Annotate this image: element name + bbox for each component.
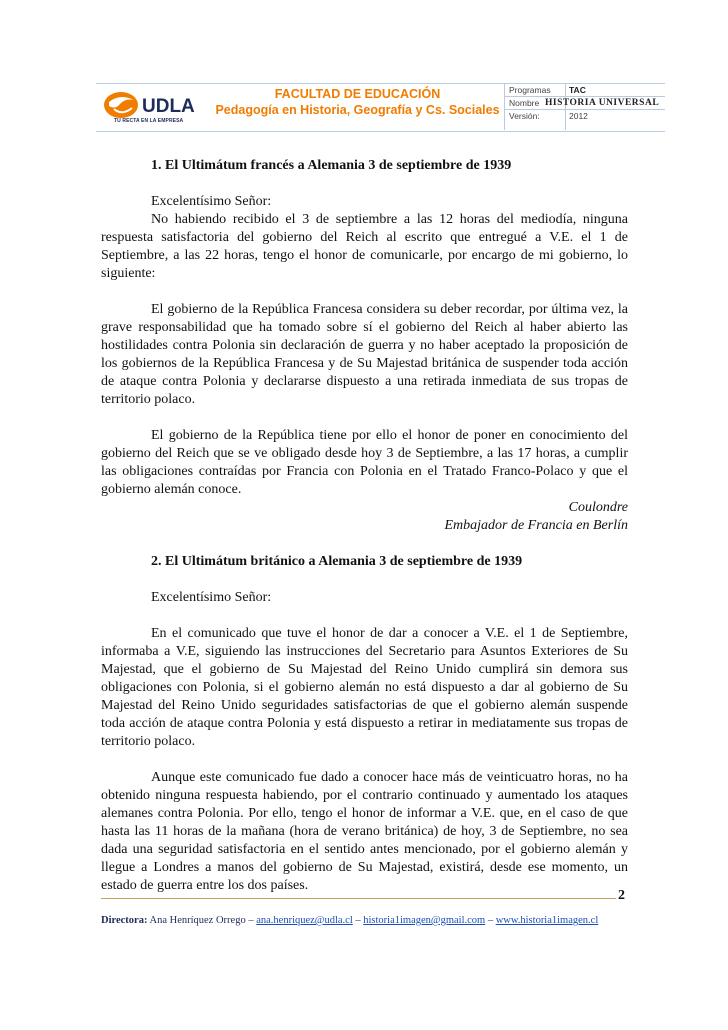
info-row-program bbox=[505, 84, 665, 97]
footer-separator: – bbox=[355, 915, 361, 926]
info-key: Versión: bbox=[509, 111, 540, 121]
section1-paragraph: El gobierno de la República tiene por ello el honor de poner en conocimiento del gobierno del Reich que se ve obligado desde hoy 3 de Septiembre, a las 17 horas, a cumplir las obligaciones contraídas por Francia con Polonia en el Tratado Franco-Polaco y que el gobierno alemán conoce. bbox=[101, 428, 628, 497]
logo-text: UDLA bbox=[142, 96, 195, 117]
info-key: Nombre bbox=[509, 98, 540, 108]
signature-name: Coulondre bbox=[568, 500, 628, 515]
signature-title: Embajador de Francia en Berlín bbox=[444, 518, 628, 533]
section2-paragraph: Aunque este comunicado fue dado a conocer hace más de veinticuatro horas, no ha obtenido ninguna respuesta habiendo, por el contrario continuado y aumentado los ataques alemanes contra Polonia. Por ello, tengo el honor de informar a V.E. que, en el caso de que hasta las 11 horas de la mañana (hora de verano británica) de hoy, 3 de Septiembre, no sea dada una seguridad satisfactoria en el sentido antes mencionado, por el gobierno alemán y llegue a Londres a manos del gobierno de Su Majestad, existirá, desde ese momento, un estado de guerra entre los dos países. bbox=[101, 770, 628, 893]
info-row-name bbox=[505, 97, 665, 110]
footer bbox=[101, 915, 598, 926]
footer-rule bbox=[101, 898, 616, 899]
faculty-block bbox=[215, 86, 500, 118]
page-number: 2 bbox=[618, 888, 625, 903]
section1-heading: 1. El Ultimátum francés a Alemania 3 de septiembre de 1939 bbox=[151, 158, 512, 173]
info-value: HISTORIA UNIVERSAL bbox=[545, 98, 660, 108]
footer-separator: – bbox=[248, 915, 254, 926]
footer-separator: – bbox=[487, 915, 494, 926]
program-name: Pedagogía en Historia, Geografía y Cs. Sociales bbox=[215, 103, 500, 117]
section2-salutation: Excelentísimo Señor: bbox=[151, 590, 272, 605]
section1-paragraph: El gobierno de la República Francesa considera su deber recordar, por última vez, la grave responsabilidad que ha tomado sobre sí el gobierno del Reich al haber abierto las hostilidades contra Polonia sin declaración de guerra y no haber aceptado la proposición de los gobiernos de la República Francesa y de Su Majestad británica de suspender toda acción de ataque contra Polonia y declararse dispuesto a una retirada inmediata de sus tropas de territorio polaco. bbox=[101, 302, 628, 407]
logo-tagline: TU RECTA EN LA EMPRESA bbox=[114, 118, 184, 124]
info-value: TAC bbox=[569, 85, 586, 95]
info-value: 2012 bbox=[569, 111, 588, 121]
section1-salutation: Excelentísimo Señor: bbox=[151, 194, 272, 209]
section2-paragraph: En el comunicado que tuve el honor de dar a conocer a V.E. el 1 de Septiembre, informaba a V.E, siguiendo las instrucciones del Secretario para Asuntos Exteriores de Su Majestad, que el gobierno de Su Majestad del Reino Unido cumplirá sin demora sus obligaciones con Polonia, si el gobierno alemán no está dispuesto a dar al gobierno de Su Majestad del Reino Unido seguridades satisfactorias de que el gobierno alemán suspende toda acción de ataque contra Polonia y está dispuesto a retirar in mediatamente sus tropas de territorio polaco. bbox=[101, 626, 628, 749]
footer-email-link[interactable]: historia1imagen@gmail.com bbox=[363, 915, 486, 926]
footer-director-name: Ana Henríquez Orrego bbox=[149, 915, 246, 926]
document-body bbox=[101, 157, 628, 895]
footer-website-link[interactable]: www.historia1imagen.cl bbox=[495, 915, 599, 926]
footer-email-link[interactable]: ana.henriquez@udla.cl bbox=[256, 915, 353, 926]
section2-heading: 2. El Ultimátum británico a Alemania 3 de septiembre de 1939 bbox=[151, 554, 523, 569]
document-info-table bbox=[505, 84, 665, 122]
footer-label: Directora: bbox=[101, 915, 148, 926]
info-key: Programas bbox=[509, 85, 551, 95]
info-row-version bbox=[505, 110, 665, 122]
faculty-name: FACULTAD DE EDUCACIÓN bbox=[274, 87, 441, 101]
section1-paragraph: No habiendo recibido el 3 de septiembre a las 12 horas del mediodía, ninguna respuesta satisfactoria del gobierno del Reich al escrito que entregué a V.E. el 1 de Septiembre, a las 22 horas, tengo el honor de comunicarle, por encargo de mi gobierno, lo siguiente: bbox=[101, 212, 628, 281]
